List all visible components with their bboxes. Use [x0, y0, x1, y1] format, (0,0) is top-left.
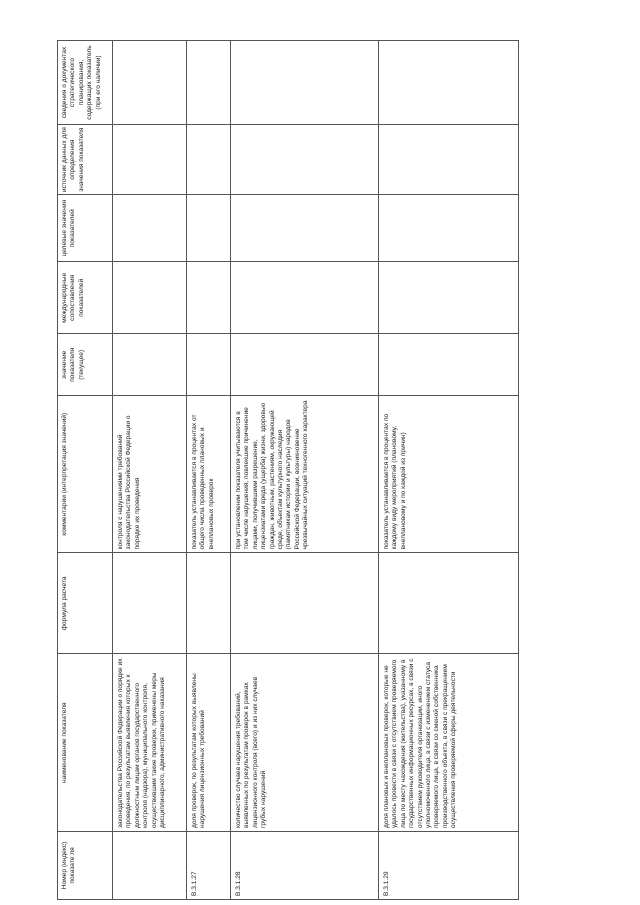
- row-source: [379, 125, 519, 195]
- row-number: [113, 831, 187, 899]
- row-formula: [379, 553, 519, 654]
- row-docs: [379, 41, 519, 125]
- row-comment: показатель устанавливается в процентах от общего числа проведенных плановых и внеплановых проверок: [187, 396, 231, 553]
- row-name: количество случаев нарушения требований, выявленных по результатам проверок в рамках лицензионного контроля (всего) и из них случаев грубых нарушений: [231, 654, 379, 832]
- row-target: [379, 195, 519, 262]
- row-current: [231, 334, 379, 396]
- row-target: [113, 195, 187, 262]
- row-docs: [113, 41, 187, 125]
- header-num: Номер (индекс) показате ля: [58, 831, 113, 899]
- row-comment: при установлении показателя учитываются в том числе нарушения, повлекшие причинение лицами, получившими разрешение, лицензиатами вреда (ущерба) жизни, здоровью граждан, животным, растениям, окружающей среде, объектам культурного наследия (памятникам истории и культуры) народов Российской Федерации, возникновение чрезвычайных ситуаций техногенного характера: [231, 396, 379, 553]
- table-row: [113, 41, 187, 900]
- header-target: целевые значения показателей: [58, 195, 113, 262]
- row-current: [187, 334, 231, 396]
- header-current: значение показателя (текущее): [58, 334, 113, 396]
- row-intl: [113, 262, 187, 334]
- row-docs: [187, 41, 231, 125]
- row-current: [113, 334, 187, 396]
- header-name: наименование показателя: [58, 654, 113, 832]
- row-intl: [231, 262, 379, 334]
- row-name: законодательства Российской Федерации о порядке их проведения, по результатам выявления которых к должностным лицам органов государственного контроля (надзора), муниципального контроля, осуществившим такие проверки, применены меры дисциплинарного, административного наказания: [113, 654, 187, 832]
- row-comment: показатель устанавливается в процентах по каждому виду мероприятий (плановому, внеплановому и по каждой из причин): [379, 396, 519, 553]
- row-intl: [379, 262, 519, 334]
- table-row: [187, 41, 231, 900]
- row-number: В.3.1.29: [379, 831, 519, 899]
- header-docs: сведения о документах стратегического планирования, содержащих показатель (при его наличии): [58, 41, 113, 125]
- row-name: доля проверок, по результатам которых выявлены нарушения лицензионных требований: [187, 654, 231, 832]
- row-source: [187, 125, 231, 195]
- row-source: [231, 125, 379, 195]
- row-current: [379, 334, 519, 396]
- header-source: источник данных для определения значения показателя: [58, 125, 113, 195]
- row-number: В.3.1.27: [187, 831, 231, 899]
- row-formula: [231, 553, 379, 654]
- row-docs: [231, 41, 379, 125]
- row-name: доля плановых и внеплановых проверок, которые не удалось провести в связи с отсутствием проверяемого лица по месту нахождения (жительства), указанному в государственных информационных ресурсах, в связи с отсутствием руководителя организации, иного уполномоченного лица, в связи с изменением статуса проверяемого лица, в связи со сменой собственника производственного объекта, в связи с прекращением осуществления проверяемой сферы деятельности: [379, 654, 519, 832]
- row-source: [113, 125, 187, 195]
- row-formula: [113, 553, 187, 654]
- row-formula: [187, 553, 231, 654]
- row-target: [231, 195, 379, 262]
- table-row: [379, 41, 519, 900]
- row-number: В.3.1.28: [231, 831, 379, 899]
- row-target: [187, 195, 231, 262]
- table-row: [231, 41, 379, 900]
- indicators-table: [57, 40, 519, 900]
- header-intl: международные сопоставления показателей: [58, 262, 113, 334]
- header-formula: формула расчета: [58, 553, 113, 654]
- row-comment: контроля с нарушениями требований законодательства Российской Федерации о порядке их проведения: [113, 396, 187, 553]
- table-header-row: [58, 41, 113, 900]
- header-comment: комментарии (интерпретация значений): [58, 396, 113, 553]
- row-intl: [187, 262, 231, 334]
